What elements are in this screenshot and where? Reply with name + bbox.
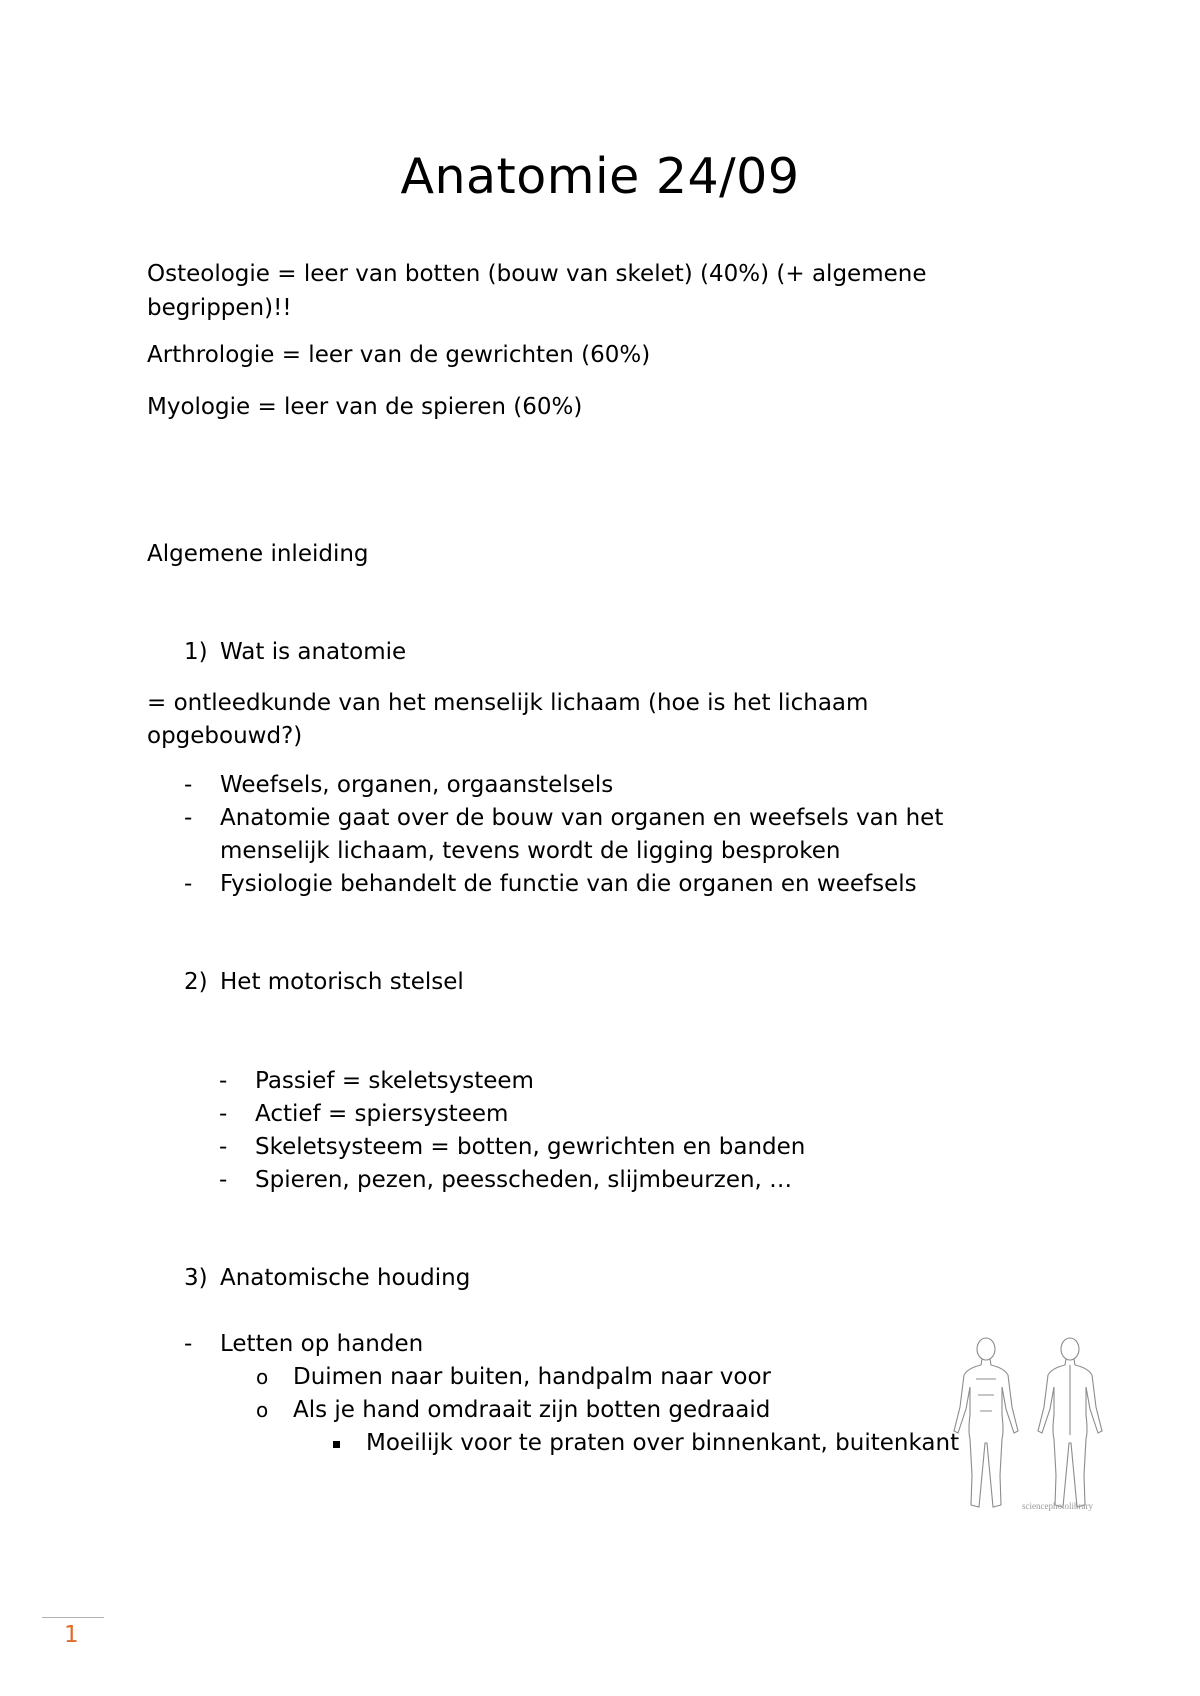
dash-bullet: - [219, 1167, 228, 1193]
circle-bullet: o [256, 1398, 269, 1422]
subsection-heading: Wat is anatomie [220, 639, 407, 665]
list-item: Spieren, pezen, peesscheden, slijmbeurzen, … [255, 1167, 793, 1193]
list-item: Actief = spiersysteem [255, 1101, 509, 1127]
section-heading: Algemene inleiding [147, 541, 369, 567]
dash-bullet: - [219, 1134, 228, 1160]
list-item-continuation: menselijk lichaam, tevens wordt de ligging besproken [220, 838, 841, 864]
definition-line: opgebouwd?) [147, 723, 303, 749]
intro-line: Arthrologie = leer van de gewrichten (60%) [147, 342, 651, 368]
dash-bullet: - [219, 1068, 228, 1094]
definition-line: = ontleedkunde van het menselijk lichaam (hoe is het lichaam [147, 690, 869, 716]
footer-divider [42, 1617, 104, 1618]
page-title: Anatomie 24/09 [400, 148, 800, 205]
list-item: Skeletsysteem = botten, gewrichten en banden [255, 1134, 806, 1160]
intro-line: Osteologie = leer van botten (bouw van skelet) (40%) (+ algemene [147, 261, 927, 287]
subsection-heading: Anatomische houding [220, 1265, 471, 1291]
list-number: 2) [184, 969, 208, 995]
dash-bullet: - [184, 871, 193, 897]
anatomical-figure-front-icon [954, 1338, 1018, 1507]
list-item: Fysiologie behandelt de functie van die organen en weefsels [220, 871, 917, 897]
intro-line: begrippen)!! [147, 295, 292, 321]
square-bullet-icon [333, 1441, 340, 1448]
intro-line: Myologie = leer van de spieren (60%) [147, 394, 583, 420]
dash-bullet: - [184, 772, 193, 798]
image-credit: sciencephotolibrary [1022, 1501, 1093, 1511]
subsection-heading: Het motorisch stelsel [220, 969, 464, 995]
list-number: 1) [184, 639, 208, 665]
dash-bullet: - [184, 1331, 193, 1357]
list-item: Weefsels, organen, orgaanstelsels [220, 772, 614, 798]
anatomical-figure-back-icon [1038, 1338, 1102, 1507]
list-item: Anatomie gaat over de bouw van organen en weefsels van het [220, 805, 944, 831]
list-number: 3) [184, 1265, 208, 1291]
sub-list-item: Als je hand omdraait zijn botten gedraaid [293, 1397, 771, 1423]
sub-sub-list-item: Moeilijk voor te praten over binnenkant, buitenkant [366, 1430, 960, 1456]
page-number: 1 [64, 1622, 79, 1648]
dash-bullet: - [184, 805, 193, 831]
list-item: Passief = skeletsysteem [255, 1068, 534, 1094]
list-item: Letten op handen [220, 1331, 424, 1357]
anatomical-position-image [948, 1335, 1128, 1520]
sub-list-item: Duimen naar buiten, handpalm naar voor [293, 1364, 771, 1390]
dash-bullet: - [219, 1101, 228, 1127]
circle-bullet: o [256, 1365, 269, 1389]
